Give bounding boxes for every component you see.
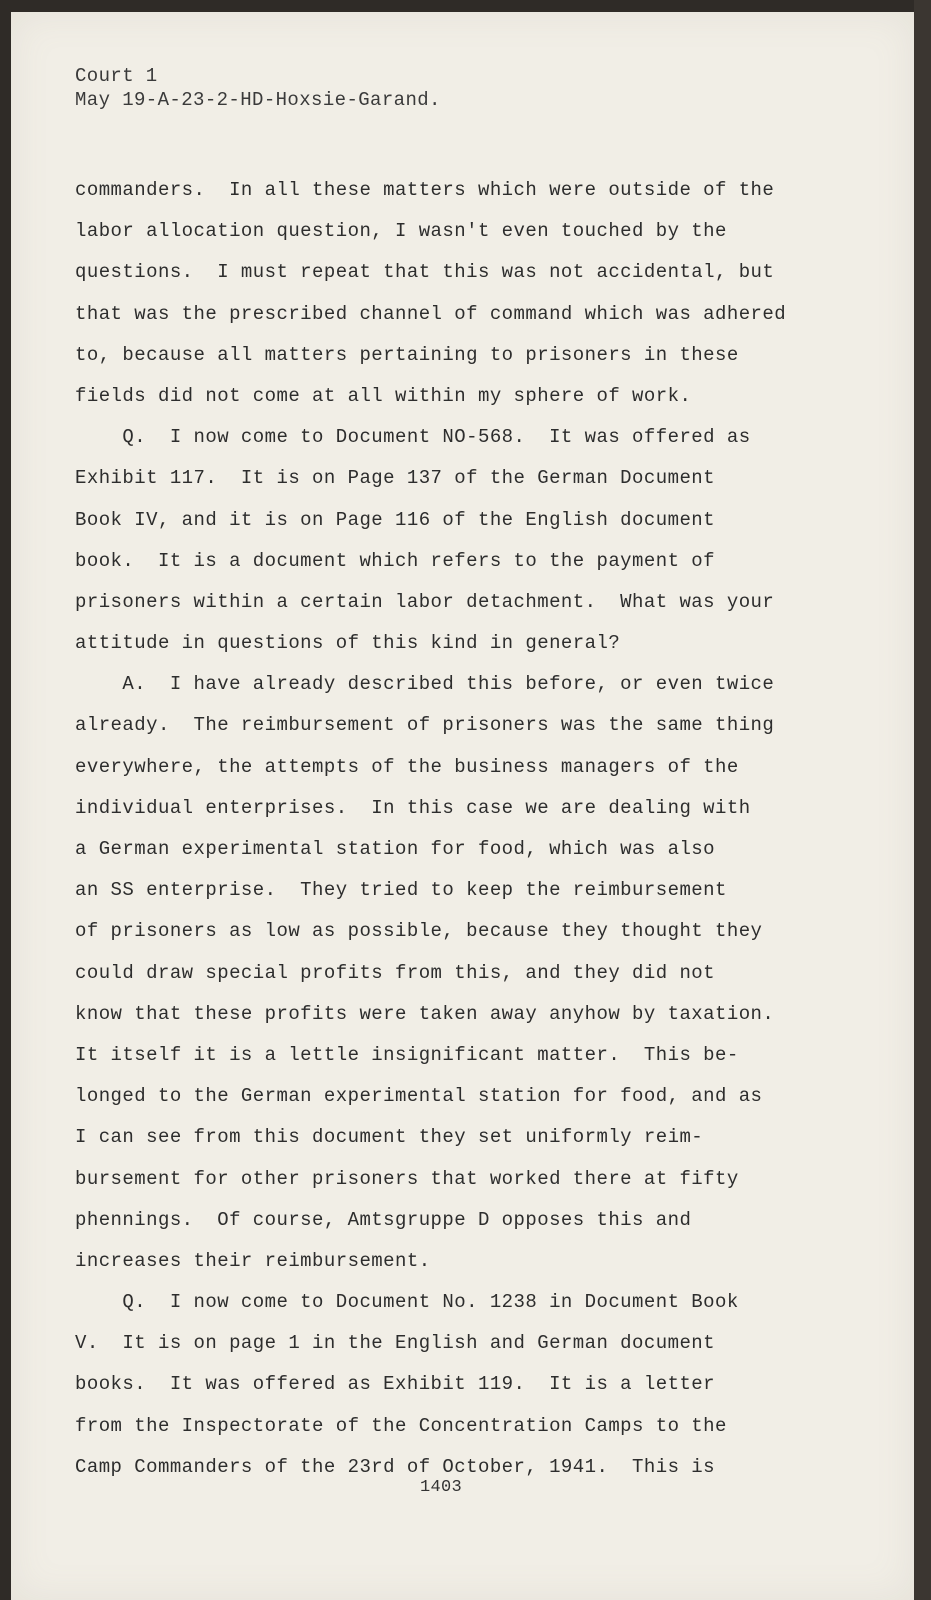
text-line: bursement for other prisoners that worked there at fifty — [75, 1167, 739, 1190]
text-line: commanders. In all these matters which were outside of the — [75, 179, 775, 201]
scan-border — [914, 0, 931, 1600]
text-line: Book IV, and it is on Page 116 of the English document — [75, 508, 715, 531]
page-number: 1403 — [420, 1478, 463, 1497]
text-line: Camp Commanders of the 23rd of October, 1941. This is — [75, 1455, 715, 1478]
text-line: longed to the German experimental station for food, and as — [75, 1085, 763, 1108]
text-line: could draw special profits from this, and they did not — [75, 961, 715, 984]
text-line: attitude in questions of this kind in general? — [75, 632, 621, 655]
text-line: questions. I must repeat that this was not accidental, but — [75, 261, 775, 284]
text-line: A. I have already described this before, or even twice — [75, 673, 775, 696]
text-line: that was the prescribed channel of command which was adhered — [75, 302, 787, 325]
text-line: everywhere, the attempts of the business managers of the — [75, 755, 739, 778]
text-line: fields did not come at all within my sphere of work. — [75, 384, 692, 407]
text-line: a German experimental station for food, which was also — [75, 838, 715, 860]
text-line: individual enterprises. In this case we are dealing with — [75, 796, 751, 819]
transcript-body — [75, 170, 875, 1488]
text-line: an SS enterprise. They tried to keep the reimbursement — [75, 879, 727, 902]
text-line: prisoners within a certain labor detachment. What was your — [75, 590, 775, 613]
text-line: books. It was offered as Exhibit 119. It is a letter — [75, 1373, 715, 1396]
text-line: Exhibit 117. It is on Page 137 of the German Document — [75, 467, 715, 490]
text-line: phennings. Of course, Amtsgruppe D opposes this and — [75, 1208, 692, 1231]
court-label: Court 1 — [75, 65, 158, 87]
text-line: labor allocation question, I wasn't even touched by the — [75, 220, 727, 243]
text-line: increases their reimbursement. — [75, 1249, 431, 1272]
text-line: It itself it is a lettle insignificant matter. This be- — [75, 1043, 739, 1066]
text-line: Q. I now come to Document No. 1238 in Document Book — [75, 1291, 739, 1314]
session-code: May 19-A-23-2-HD-Hoxsie-Garand. — [75, 89, 441, 111]
text-line: V. It is on page 1 in the English and German document — [75, 1332, 715, 1355]
text-line: I can see from this document they set uniformly reim- — [75, 1126, 704, 1149]
text-line: of prisoners as low as possible, because they thought they — [75, 920, 763, 943]
text-line: to, because all matters pertaining to prisoners in these — [75, 343, 739, 366]
document-page — [11, 12, 914, 1600]
page-header — [75, 64, 441, 112]
text-line: Q. I now come to Document NO-568. It was offered as — [75, 426, 751, 449]
text-line: already. The reimbursement of prisoners was the same thing — [75, 714, 775, 737]
text-line: from the Inspectorate of the Concentration Camps to the — [75, 1414, 727, 1437]
text-line: book. It is a document which refers to the payment of — [75, 549, 715, 572]
text-line: know that these profits were taken away anyhow by taxation. — [75, 1002, 775, 1025]
